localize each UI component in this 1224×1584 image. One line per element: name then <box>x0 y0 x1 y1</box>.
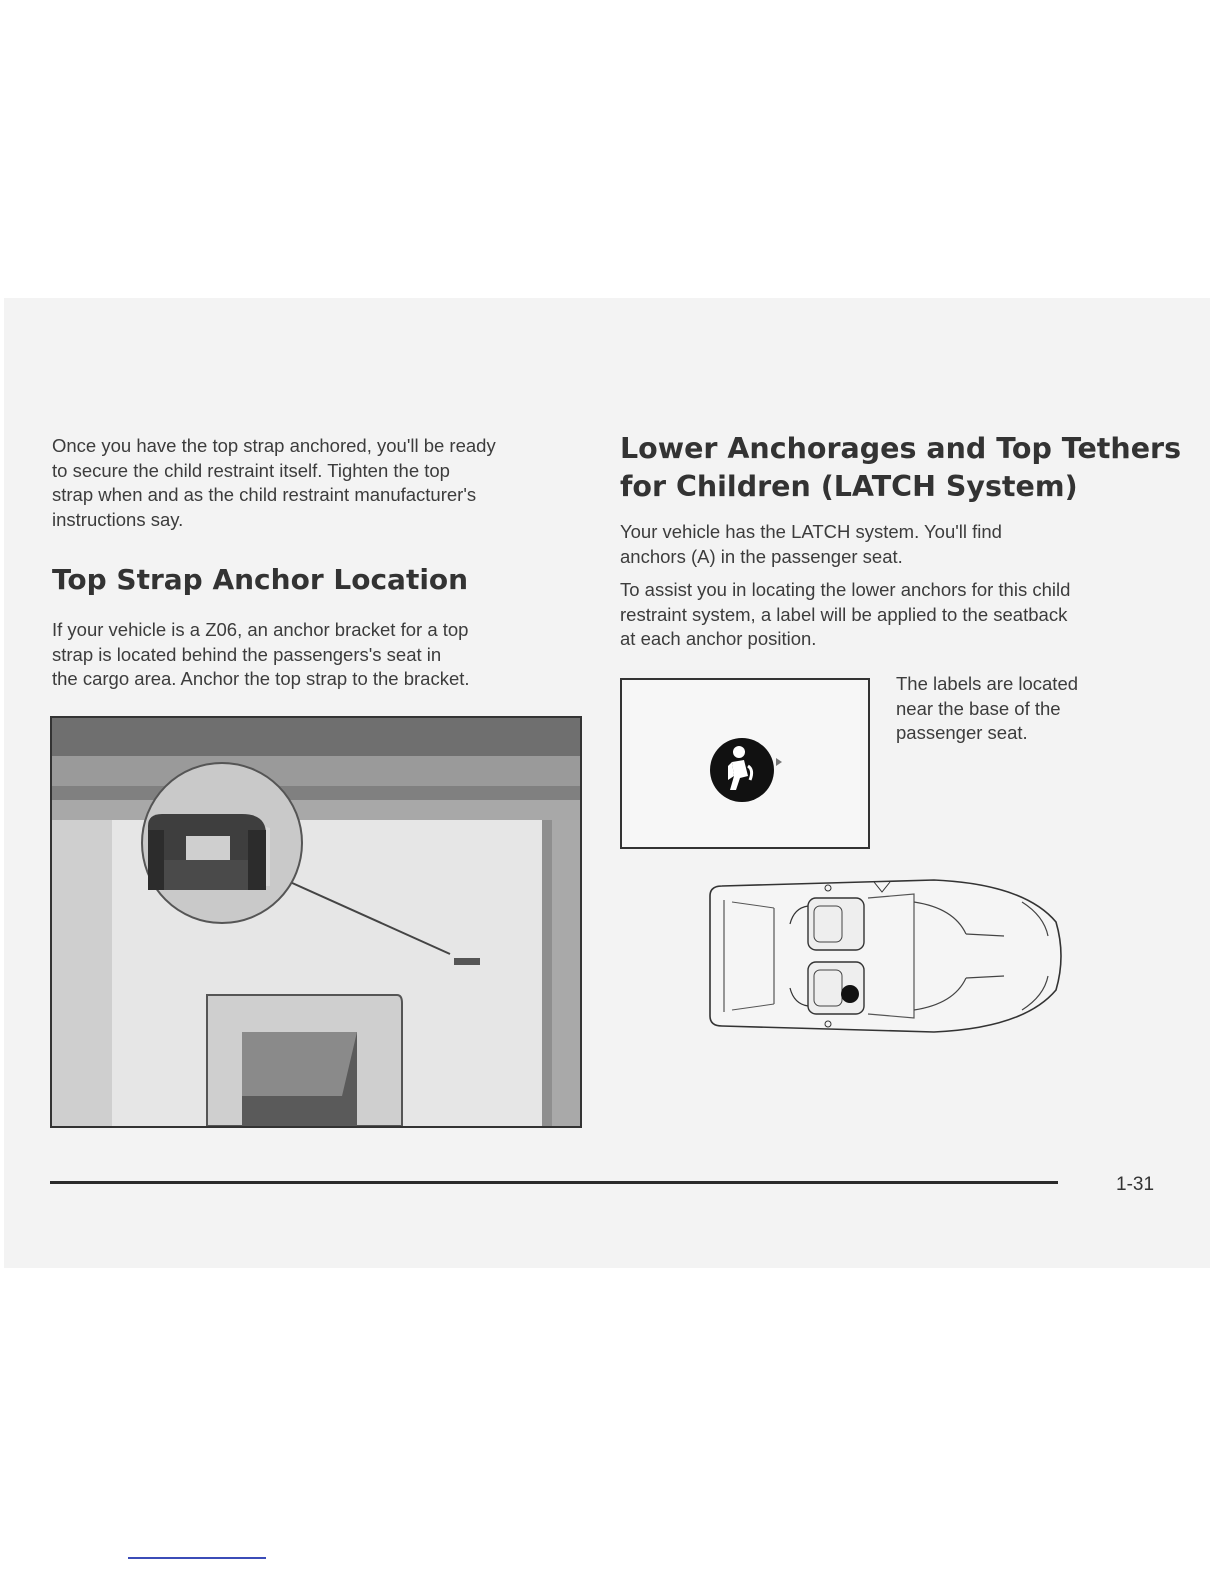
child-seat-label-icon <box>706 730 784 808</box>
intro-line: strap when and as the child restraint manufacturer's <box>52 484 477 505</box>
para-line: anchors (A) in the passenger seat. <box>620 545 903 567</box>
para-line: at each anchor position. <box>620 628 817 649</box>
top-strap-paragraph <box>52 618 470 692</box>
page-number: 1-31 <box>1116 1174 1155 1195</box>
caption-line: The labels are located <box>896 673 1079 694</box>
intro-line: Once you have the top strap anchored, you'll be ready <box>52 435 496 456</box>
footer-rule <box>50 1181 1058 1184</box>
intro-line: to secure the child restraint itself. Tighten the top <box>52 459 450 481</box>
body-line: strap is located behind the passengers's seat in <box>52 643 442 665</box>
anchor-bracket-photo <box>50 716 582 1128</box>
heading-line: for Children (LATCH System) <box>620 470 1078 503</box>
body-line: the cargo area. Anchor the top strap to the bracket. <box>52 668 470 689</box>
intro-paragraph <box>52 434 496 532</box>
label-caption <box>896 672 1078 746</box>
body-line: If your vehicle is a Z06, an anchor bracket for a top <box>52 619 469 640</box>
para-line: restraint system, a label will be applied to the seatback <box>620 603 1068 625</box>
heading-line: Lower Anchorages and Top Tethers <box>620 432 1182 465</box>
latch-paragraph-2 <box>620 578 1070 652</box>
intro-line: instructions say. <box>52 508 184 530</box>
car-top-view-diagram <box>704 878 1068 1034</box>
section-heading-top-strap: Top Strap Anchor Location <box>52 563 469 596</box>
bottom-divider <box>128 1557 266 1559</box>
anchor-bracket-illustration <box>52 718 580 1126</box>
para-line: Your vehicle has the LATCH system. You'll find <box>620 521 1002 542</box>
caption-line: near the base of the <box>896 697 1061 719</box>
section-heading-latch <box>620 430 1181 506</box>
caption-line: passenger seat. <box>896 722 1028 743</box>
para-line: To assist you in locating the lower anchors for this child <box>620 579 1071 600</box>
latch-label-box <box>620 678 870 849</box>
latch-paragraph-1 <box>620 520 1002 569</box>
